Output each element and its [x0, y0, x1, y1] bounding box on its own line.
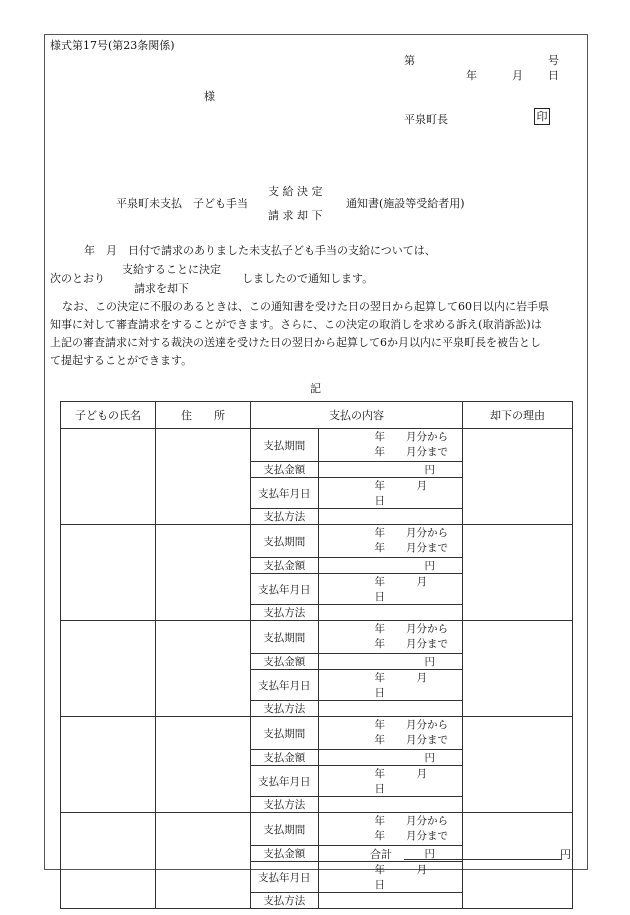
- child-name-cell[interactable]: [61, 717, 156, 813]
- amount-value[interactable]: 円: [318, 558, 462, 574]
- date-value[interactable]: 年 月 日: [318, 478, 462, 509]
- date-label: 支払年月日: [251, 766, 318, 797]
- date-value[interactable]: 年 月 日: [318, 574, 462, 605]
- period-value[interactable]: [318, 429, 462, 462]
- date-row: [251, 478, 462, 509]
- addressee-honorific: 様: [204, 90, 215, 103]
- header-payment-details: 支払の内容: [251, 402, 463, 429]
- address-cell[interactable]: [156, 621, 251, 717]
- form-number: 様式第17号(第23条関係): [50, 39, 175, 52]
- payment-details-cell: [251, 813, 463, 909]
- method-label: 支払方法: [251, 605, 318, 621]
- date-row: [251, 670, 462, 701]
- period-value[interactable]: [318, 813, 462, 846]
- date-month-label: 月: [512, 69, 523, 82]
- sender-name: 平泉町長: [404, 113, 448, 126]
- amount-row: [251, 558, 462, 574]
- date-value[interactable]: 年 月 日: [318, 862, 462, 893]
- header-rejection-reason: 却下の理由: [463, 402, 573, 429]
- method-row: [251, 893, 462, 909]
- body-line-2-prefix: 次のとおり: [50, 272, 105, 285]
- ki-label: 記: [310, 382, 321, 395]
- total-label: 合計: [370, 848, 392, 861]
- title-option-decide: 支 給 決 定: [268, 185, 323, 198]
- period-value[interactable]: [318, 621, 462, 654]
- period-label: 支払期間: [251, 429, 318, 462]
- amount-label: 支払金額: [251, 750, 318, 766]
- date-day-label: 日: [548, 69, 559, 82]
- doc-number-prefix: 第: [404, 54, 415, 67]
- method-row: [251, 605, 462, 621]
- payment-details-subtable: [251, 429, 462, 524]
- period-row: [251, 525, 462, 558]
- amount-label: 支払金額: [251, 462, 318, 478]
- rejection-reason-cell[interactable]: [463, 525, 573, 621]
- date-label: 支払年月日: [251, 478, 318, 509]
- title-prefix: 平泉町未支払 子ども手当: [116, 197, 248, 210]
- period-from: 年 月分から: [374, 719, 448, 731]
- date-row: [251, 766, 462, 797]
- date-year-label: 年: [466, 69, 477, 82]
- title-suffix: 通知書(施設等受給者用): [346, 197, 465, 210]
- method-value[interactable]: [318, 893, 462, 909]
- method-label: 支払方法: [251, 893, 318, 909]
- period-from: 年 月分から: [374, 527, 448, 539]
- period-value[interactable]: [318, 525, 462, 558]
- method-row: [251, 701, 462, 717]
- table-row: [61, 717, 573, 813]
- payment-details-cell: [251, 621, 463, 717]
- amount-value[interactable]: 円: [318, 846, 462, 862]
- total-amount-line[interactable]: [404, 858, 562, 860]
- date-label: 支払年月日: [251, 670, 318, 701]
- period-to: 年 月分まで: [374, 446, 448, 458]
- table-row: [61, 813, 573, 909]
- amount-value[interactable]: 円: [318, 654, 462, 670]
- payment-details-subtable: [251, 525, 462, 620]
- payment-details-cell: [251, 525, 463, 621]
- period-to: 年 月分まで: [374, 638, 448, 650]
- date-row: [251, 862, 462, 893]
- address-cell[interactable]: [156, 429, 251, 525]
- address-cell[interactable]: [156, 525, 251, 621]
- period-label: 支払期間: [251, 621, 318, 654]
- method-value[interactable]: [318, 509, 462, 525]
- period-row: [251, 813, 462, 846]
- method-value[interactable]: [318, 797, 462, 813]
- notice-line-2: 知事に対して審査請求をすることができます。さらに、この決定の取消しを求める訴え(取消訴訟)は: [50, 318, 542, 331]
- period-from: 年 月分から: [374, 431, 448, 443]
- period-label: 支払期間: [251, 813, 318, 846]
- rejection-reason-cell[interactable]: [463, 429, 573, 525]
- body-option-reject: 請求を却下: [134, 282, 189, 295]
- period-value[interactable]: [318, 717, 462, 750]
- title-option-reject: 請 求 却 下: [268, 209, 323, 222]
- table-header-row: [61, 402, 573, 429]
- date-label: 支払年月日: [251, 862, 318, 893]
- amount-row: [251, 462, 462, 478]
- table-row: [61, 429, 573, 525]
- period-to: 年 月分まで: [374, 542, 448, 554]
- method-row: [251, 797, 462, 813]
- period-from: 年 月分から: [374, 623, 448, 635]
- date-value[interactable]: 年 月 日: [318, 670, 462, 701]
- total-yen: 円: [560, 848, 571, 861]
- header-address: 住 所: [156, 402, 251, 429]
- method-row: [251, 509, 462, 525]
- period-from: 年 月分から: [374, 815, 448, 827]
- period-label: 支払期間: [251, 525, 318, 558]
- child-name-cell[interactable]: [61, 429, 156, 525]
- child-name-cell[interactable]: [61, 525, 156, 621]
- payment-details-subtable: [251, 621, 462, 716]
- period-to: 年 月分まで: [374, 734, 448, 746]
- notice-line-3: 上記の審査請求に対する裁決の送達を受けた日の翌日から起算して6か月以内に平泉町長を被告とし: [50, 336, 541, 349]
- table-row: [61, 525, 573, 621]
- method-value[interactable]: [318, 605, 462, 621]
- payment-table: [60, 401, 573, 909]
- payment-details-subtable: [251, 717, 462, 812]
- seal-box: 印: [534, 108, 550, 125]
- child-name-cell[interactable]: [61, 813, 156, 909]
- period-row: [251, 717, 462, 750]
- method-value[interactable]: [318, 701, 462, 717]
- amount-row: [251, 750, 462, 766]
- amount-value[interactable]: 円: [318, 462, 462, 478]
- body-option-decide: 支給することに決定: [122, 263, 221, 276]
- amount-row: [251, 654, 462, 670]
- table-row: [61, 621, 573, 717]
- rejection-reason-cell[interactable]: [463, 717, 573, 813]
- period-row: [251, 429, 462, 462]
- notice-line-4: て提起することができます。: [50, 354, 193, 367]
- method-label: 支払方法: [251, 509, 318, 525]
- body-line-2-suffix: しましたので通知します。: [242, 272, 374, 285]
- payment-details-cell: [251, 717, 463, 813]
- method-label: 支払方法: [251, 701, 318, 717]
- notice-line-1: なお、この決定に不服のあるときは、この通知書を受けた日の翌日から起算して60日以内に岩手県: [62, 300, 549, 313]
- amount-value[interactable]: 円: [318, 750, 462, 766]
- period-row: [251, 621, 462, 654]
- payment-details-cell: [251, 429, 463, 525]
- period-label: 支払期間: [251, 717, 318, 750]
- address-cell[interactable]: [156, 717, 251, 813]
- method-label: 支払方法: [251, 797, 318, 813]
- date-row: [251, 574, 462, 605]
- date-label: 支払年月日: [251, 574, 318, 605]
- doc-number-suffix: 号: [548, 54, 559, 67]
- header-child-name: 子どもの氏名: [61, 402, 156, 429]
- amount-label: 支払金額: [251, 846, 318, 862]
- address-cell[interactable]: [156, 813, 251, 909]
- amount-label: 支払金額: [251, 654, 318, 670]
- amount-label: 支払金額: [251, 558, 318, 574]
- rejection-reason-cell[interactable]: [463, 621, 573, 717]
- body-line-1: 年 月 日付で請求のありました未支払子ども手当の支給については、: [84, 244, 436, 257]
- rejection-reason-cell[interactable]: [463, 813, 573, 909]
- period-to: 年 月分まで: [374, 830, 448, 842]
- child-name-cell[interactable]: [61, 621, 156, 717]
- date-value[interactable]: 年 月 日: [318, 766, 462, 797]
- payment-details-subtable: [251, 813, 462, 908]
